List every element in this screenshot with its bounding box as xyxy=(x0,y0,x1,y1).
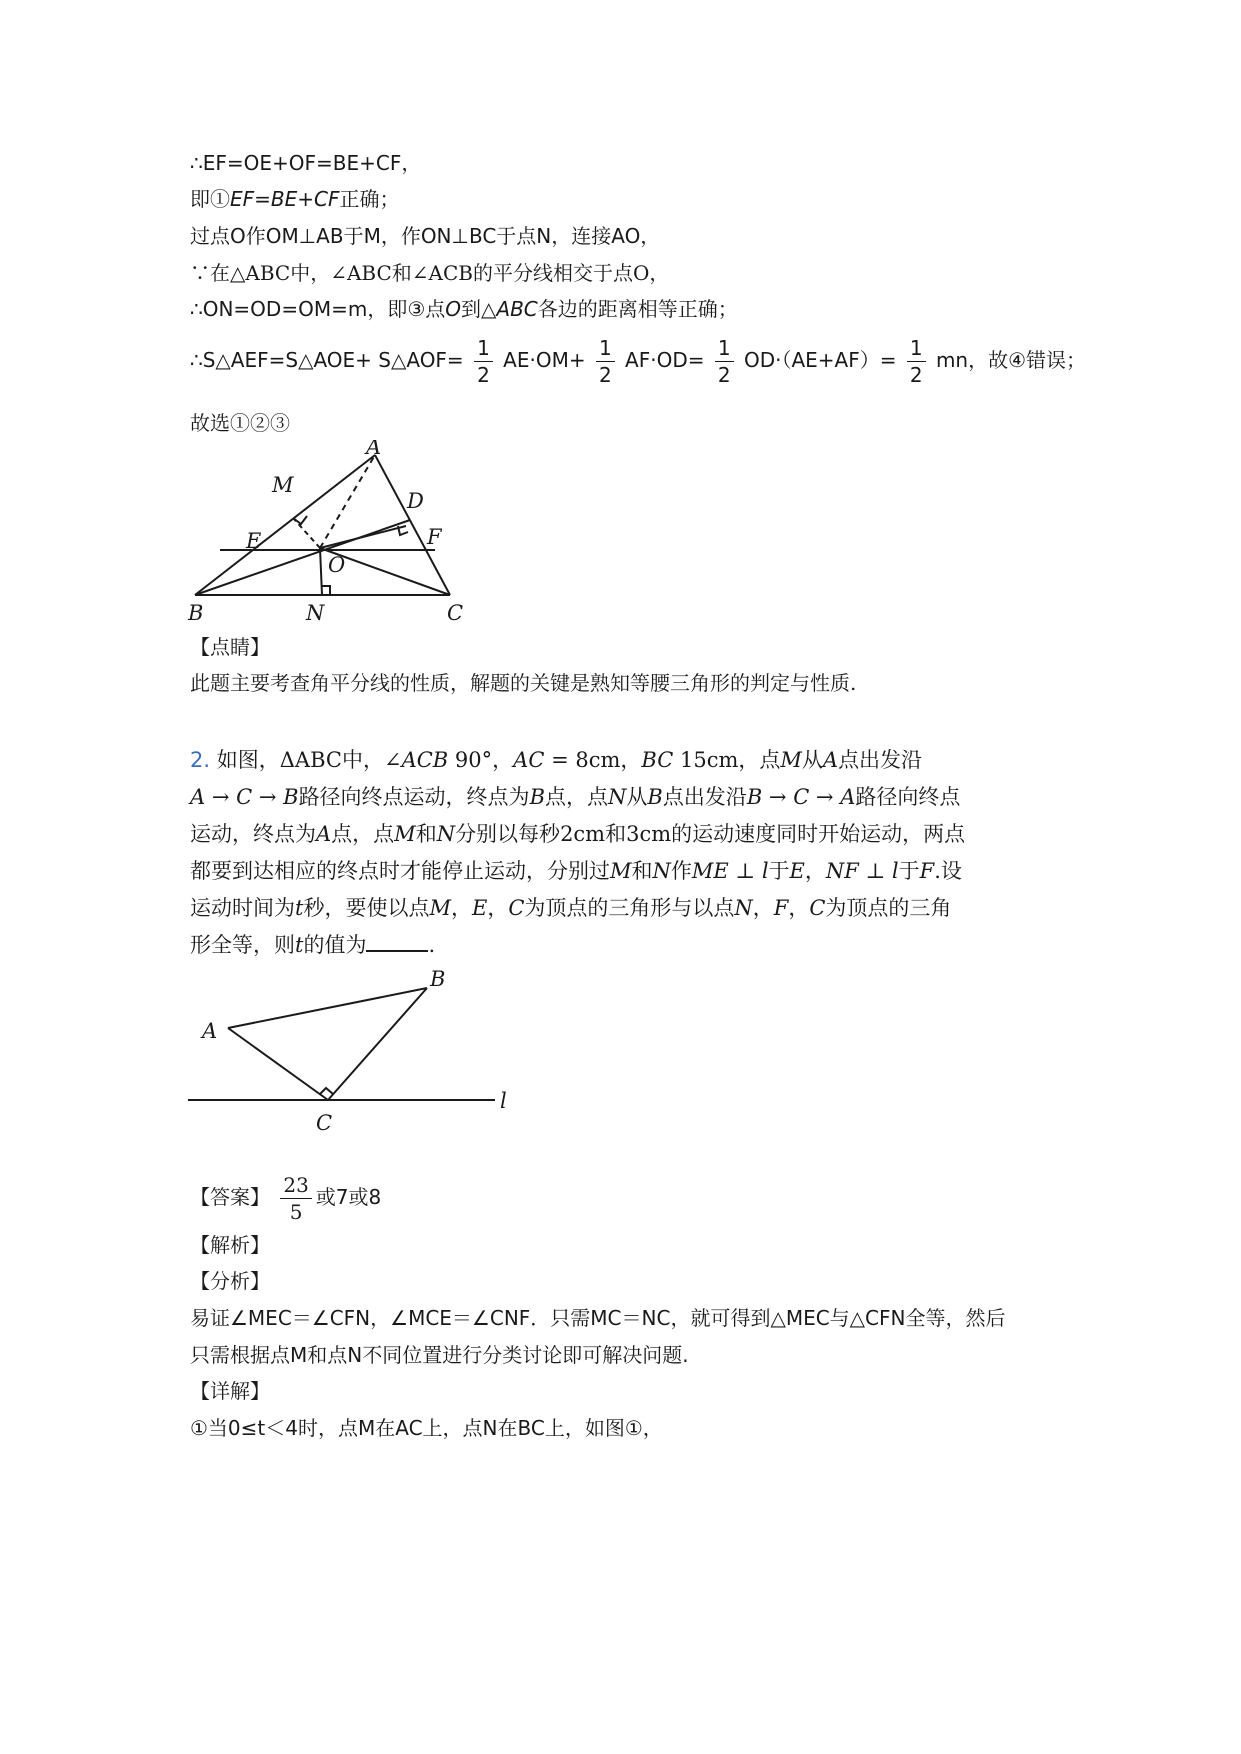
math: N xyxy=(652,859,671,883)
question-line xyxy=(190,890,1060,927)
math: M xyxy=(394,822,416,846)
math: B → C → A xyxy=(746,785,856,809)
math: C xyxy=(809,896,826,920)
math: N xyxy=(436,822,456,846)
vertex-label: B xyxy=(188,601,204,625)
text-span: 的值为 xyxy=(303,933,367,957)
fraction xyxy=(596,335,615,388)
text-line: ①当0≤t＜4时，点M在AC上，点N在BC上，如图①， xyxy=(190,1416,663,1440)
vertex-label: F xyxy=(427,525,442,549)
question-line xyxy=(190,742,1060,779)
text-span: ， xyxy=(788,896,810,920)
math: M xyxy=(780,748,802,772)
text-span: 和 xyxy=(415,822,437,846)
vertex-label: M xyxy=(272,473,294,497)
text-span: 作 xyxy=(670,859,692,883)
text-span: 分别以每秒 xyxy=(455,822,561,846)
text-span: 从 xyxy=(626,785,648,809)
text-span: AE·OM+ xyxy=(503,348,586,372)
text-span: ， xyxy=(487,896,509,920)
question-line xyxy=(190,816,1060,853)
text-span: 都要到达相应的终点时才能停止运动，分别过 xyxy=(190,859,610,883)
text-span: 各边的距离相等正确； xyxy=(537,297,738,321)
vertex-label: C xyxy=(447,601,464,625)
text-span: . xyxy=(428,933,436,957)
frac-den: 2 xyxy=(909,363,923,387)
question-line xyxy=(190,779,1060,816)
question-line xyxy=(190,927,1060,964)
text-span: 点出发沿 xyxy=(838,748,923,772)
text-line xyxy=(190,296,738,322)
frac-num: 23 xyxy=(280,1172,311,1199)
section-heading: 【详解】 xyxy=(190,1379,270,1403)
text-span: AF·OD= xyxy=(625,348,705,372)
triangle-figure-2 xyxy=(180,960,520,1160)
math: B xyxy=(529,785,545,809)
math: 3cm xyxy=(626,822,672,846)
text-span: 和 xyxy=(605,822,627,846)
math-var: O xyxy=(445,297,462,321)
vertex-label: E xyxy=(246,529,262,553)
text-span: 秒，要使以点 xyxy=(303,896,430,920)
math: ME ⊥ l xyxy=(691,859,769,883)
answer-blank xyxy=(366,930,428,952)
text-line: ∴EF=OE+OF=BE+CF， xyxy=(190,151,422,175)
text-span: 到 xyxy=(461,297,482,321)
text-span: mn，故④错误； xyxy=(935,348,1087,372)
math: A xyxy=(316,822,332,846)
fraction xyxy=(907,335,926,388)
question-number: 2. xyxy=(190,748,211,772)
line-label: l xyxy=(500,1089,507,1113)
vertex-label: D xyxy=(407,489,424,513)
frac-den: 2 xyxy=(598,363,612,387)
math-var: △ABC xyxy=(481,297,538,321)
text-span: 的运动速度同时开始运动，两点 xyxy=(671,822,966,846)
math: t xyxy=(295,896,304,920)
area-formula-line xyxy=(190,335,1086,388)
vertex-label: A xyxy=(202,1019,218,1043)
frac-den: 2 xyxy=(717,363,731,387)
answer-fraction xyxy=(280,1172,311,1225)
equation: EF=BE+CF xyxy=(230,187,340,211)
math: AC xyxy=(513,748,545,772)
text-span: 点，点 xyxy=(545,785,608,809)
text-span: .设 xyxy=(934,859,962,883)
text-span: OD·（AE+AF）= xyxy=(743,348,897,372)
text-line: 此题主要考查角平分线的性质，解题的关键是熟知等腰三角形的判定与性质. xyxy=(190,671,857,695)
math: ΔABC xyxy=(279,748,342,772)
triangle-figure-1 xyxy=(180,440,480,630)
math: BC xyxy=(641,748,674,772)
frac-den: 5 xyxy=(289,1200,303,1224)
text-span: 点，点 xyxy=(331,822,395,846)
math: 90°， xyxy=(454,748,514,772)
math: NF ⊥ l xyxy=(825,859,899,883)
frac-den: 2 xyxy=(477,363,490,387)
frac-num: 1 xyxy=(474,335,493,362)
math: B xyxy=(647,785,663,809)
math: 2cm xyxy=(560,822,606,846)
answer-text: 或7或8 xyxy=(315,1185,382,1209)
text-line xyxy=(190,186,399,212)
section-heading: 【点睛】 xyxy=(190,635,270,659)
math: t xyxy=(295,933,304,957)
text-span: ， xyxy=(450,896,472,920)
text-span: 从 xyxy=(801,748,823,772)
text-span: 为顶点的三角 xyxy=(825,896,952,920)
math: N xyxy=(608,785,627,809)
text-span: 即① xyxy=(190,187,230,211)
text-span: 运动时间为 xyxy=(190,896,295,920)
text-span: ∴S△AEF=S△AOE+ S△AOF= xyxy=(190,348,464,372)
text-line: 过点O作OM⊥AB于M，作ON⊥BC于点N，连接AO， xyxy=(190,224,661,248)
text-line: ∵在△ABC中，∠ABC和∠ACB的平分线相交于点O， xyxy=(190,261,670,285)
text-line: 只需根据点M和点N不同位置进行分类讨论即可解决问题. xyxy=(190,1343,689,1367)
vertex-label: C xyxy=(316,1111,333,1135)
fraction xyxy=(715,335,734,388)
math: N xyxy=(734,896,753,920)
text-span: 路径向终点 xyxy=(855,785,961,809)
text-span: 路径向终点运动，终点为 xyxy=(298,785,530,809)
math: = 8cm， xyxy=(551,748,642,772)
math: F xyxy=(919,859,935,883)
frac-num: 1 xyxy=(715,335,734,362)
text-span: 和 xyxy=(631,859,653,883)
math: C xyxy=(508,896,525,920)
math: ∠ACB xyxy=(383,748,449,772)
text-span: ， xyxy=(804,859,826,883)
question-2 xyxy=(190,742,1060,964)
math: F xyxy=(773,896,789,920)
text-span: 如图， xyxy=(216,748,280,772)
vertex-label: O xyxy=(328,553,346,577)
section-heading: 【解析】 xyxy=(190,1233,270,1257)
text-span: 运动，终点为 xyxy=(190,822,316,846)
frac-num: 1 xyxy=(596,335,615,362)
text-span: ∴ON=OD=OM=m，即③点 xyxy=(190,297,446,321)
vertex-label: N xyxy=(306,601,325,625)
section-heading: 【分析】 xyxy=(190,1269,270,1293)
math: M xyxy=(610,859,632,883)
answer-line xyxy=(190,1172,381,1225)
vertex-label: A xyxy=(366,440,382,459)
text-span: 正确； xyxy=(339,187,400,211)
frac-num: 1 xyxy=(907,335,926,362)
section-heading: 【答案】 xyxy=(190,1185,270,1209)
math: M xyxy=(429,896,451,920)
math: 15cm，点 xyxy=(679,748,781,772)
text-span: 为顶点的三角形与以点 xyxy=(524,896,735,920)
question-line xyxy=(190,853,1060,890)
math: A → C → B xyxy=(190,785,299,809)
text-line: 易证∠MEC＝∠CFN，∠MCE＝∠CNF．只需MC＝NC，就可得到△MEC与△CFN全等，然后 xyxy=(190,1306,1006,1330)
math: E xyxy=(471,896,488,920)
math: E xyxy=(789,859,805,883)
text-span: 于 xyxy=(768,859,790,883)
math: A xyxy=(822,748,839,772)
fraction xyxy=(474,335,493,388)
text-span: 中， xyxy=(341,748,384,772)
text-span: 形全等，则 xyxy=(190,933,295,957)
text-span: ， xyxy=(752,896,774,920)
text-span: 于 xyxy=(898,859,920,883)
text-line: 故选①②③ xyxy=(190,411,290,435)
text-span: 点出发沿 xyxy=(662,785,747,809)
vertex-label: B xyxy=(430,967,446,991)
